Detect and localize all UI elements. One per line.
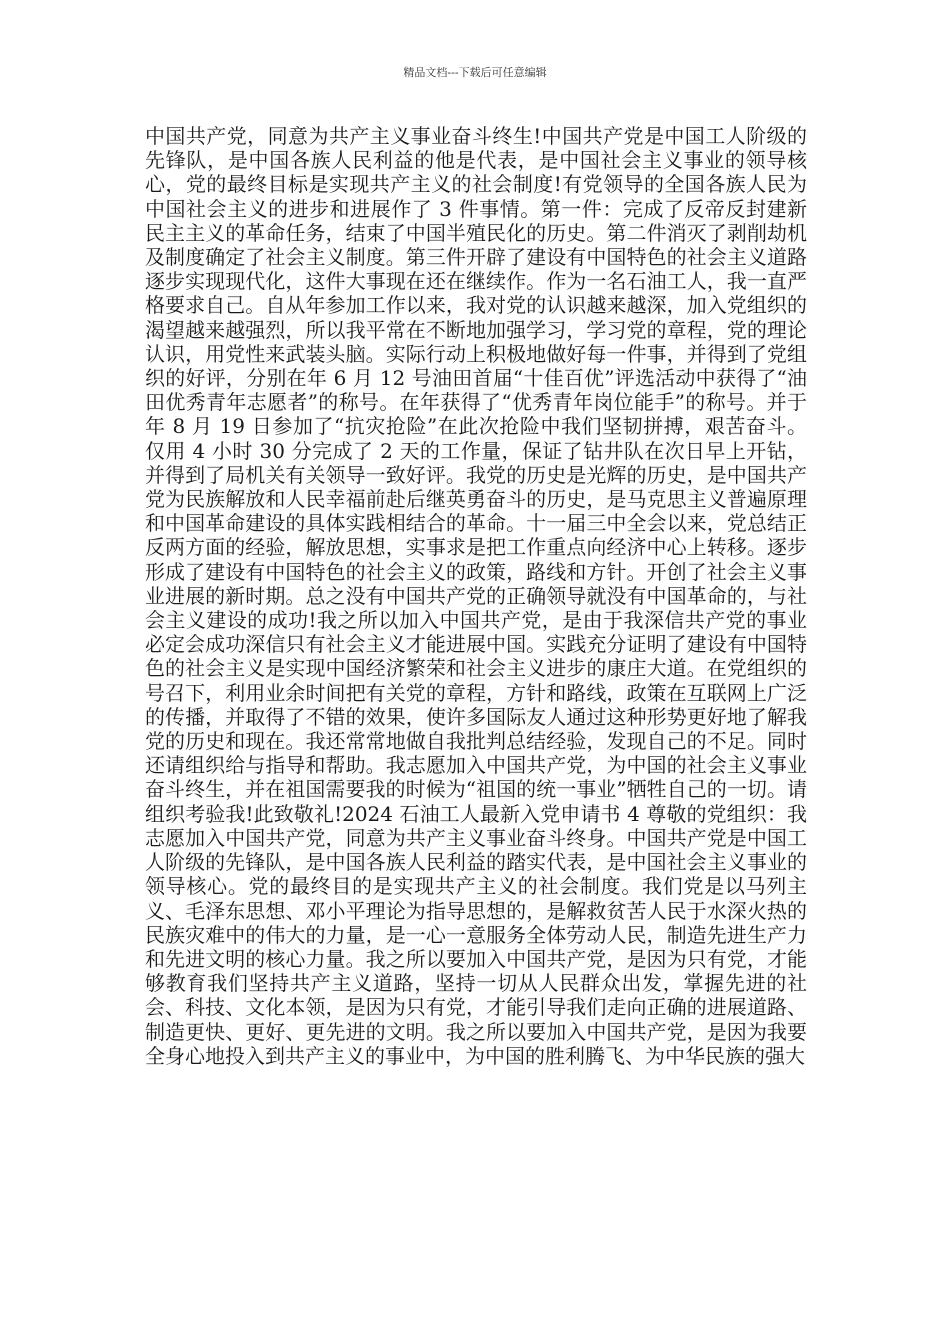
document-body-text: 中国共产党，同意为共产主义事业奋斗终生!中国共产党是中国工人阶级的先锋队，是中国各族人民利益的他是代表，是中国社会主义事业的领导核心，党的最终目标是实现共产主义的社会制度!有党领导的全国各族人民为中国社会主义的进步和进展作了 3 件事情。第一件：完成了反帝反封建新民主主义的革命任务，结束了中国半殖民化的历史。第二件消灭了剥削劫机及制度确定了社会主义制度。第三件开辟了建设有中国特色的社会主义道路逐步实现现代化，这件大事现在还在继续作。作为一名石油工人，我一直严格要求自己。自从年参加工作以来，我对党的认识越来越深，加入党组织的渴望越来越强烈，所以我平常在不断地加强学习，学习党的章程，党的理论认识，用党性来武装头脑。实际行动上积极地做好每一件事，并得到了党组织的好评，分别在年 6 月 12 号油田首届“十佳百优”评选活动中获得了“油田优秀青年志愿者”的称号。在年获得了“优秀青年岗位能手”的称号。并于年 8 月 19 日参加了“抗灾抢险”在此次抢险中我们坚韧拼搏，艰苦奋斗。仅用 4 小时 30 分完成了 2 天的工作量，保证了钻井队在次日早上开钻，并得到了局机关有关领导一致好评。我党的历史是光辉的历史，是中国共产党为民族解放和人民幸福前赴后继英勇奋斗的历史，是马克思主义普遍原理和中国革命建设的具体实践相结合的革命。十一届三中全会以来，党总结正反两方面的经验，解放思想，实事求是把工作重点向经济中心上转移。逐步形成了建设有中国特色的社会主义的政策，路线和方针。开创了社会主义事业进展的新时期。总之没有中国共产党的正确领导就没有中国革命的，与社会主义建设的成功!我之所以加入中国共产党，是由于我深信共产党的事业必定会成功深信只有社会主义才能进展中国。实践充分证明了建设有中国特色的社会主义是实现中国经济繁荣和社会主义进步的康庄大道。在党组织的号召下，利用业余时间把有关党的章程，方针和路线，政策在互联网上广泛的传播，并取得了不错的效果，使许多国际友人通过这种形势更好地了解我党的历史和现在。我还常常地做自我批判总结经验，发现自己的不足。同时还请组织给与指导和帮助。我志愿加入中国共产党，为中国的社会主义事业奋斗终生，并在祖国需要我的时候为“祖国的统一事业”牺牲自己的一切。请组织考验我!此致敬礼!2024 石油工人最新入党申请书 4 尊敬的党组织：我志愿加入中国共产党，同意为共产主义事业奋斗终身。中国共产党是中国工人阶级的先锋队，是中国各族人民利益的踏实代表，是中国社会主义事业的领导核心。党的最终目的是实现共产主义的社会制度。我们党是以马列主义、毛泽东思想、邓小平理论为指导思想的，是解救贫苦人民于水深火热的民族灾难中的伟大的力量，是一心一意服务全体劳动人民，制造先进生产力和先进文明的核心力量。我之所以要加入中国共产党，是因为只有党，才能够教育我们坚持共产主义道路，坚持一切从人民群众出发，掌握先进的社会、科技、文化本领，是因为只有党，才能引导我们走向正确的进展道路、制造更快、更好、更先进的文明。我之所以要加入中国共产党，是因为我要全身心地投入到共产主义的事业中，为中国的胜利腾飞、为中华民族的强大: [145, 124, 807, 1068]
page-header: 精品文档---下载后可任意编辑: [403, 66, 547, 79]
